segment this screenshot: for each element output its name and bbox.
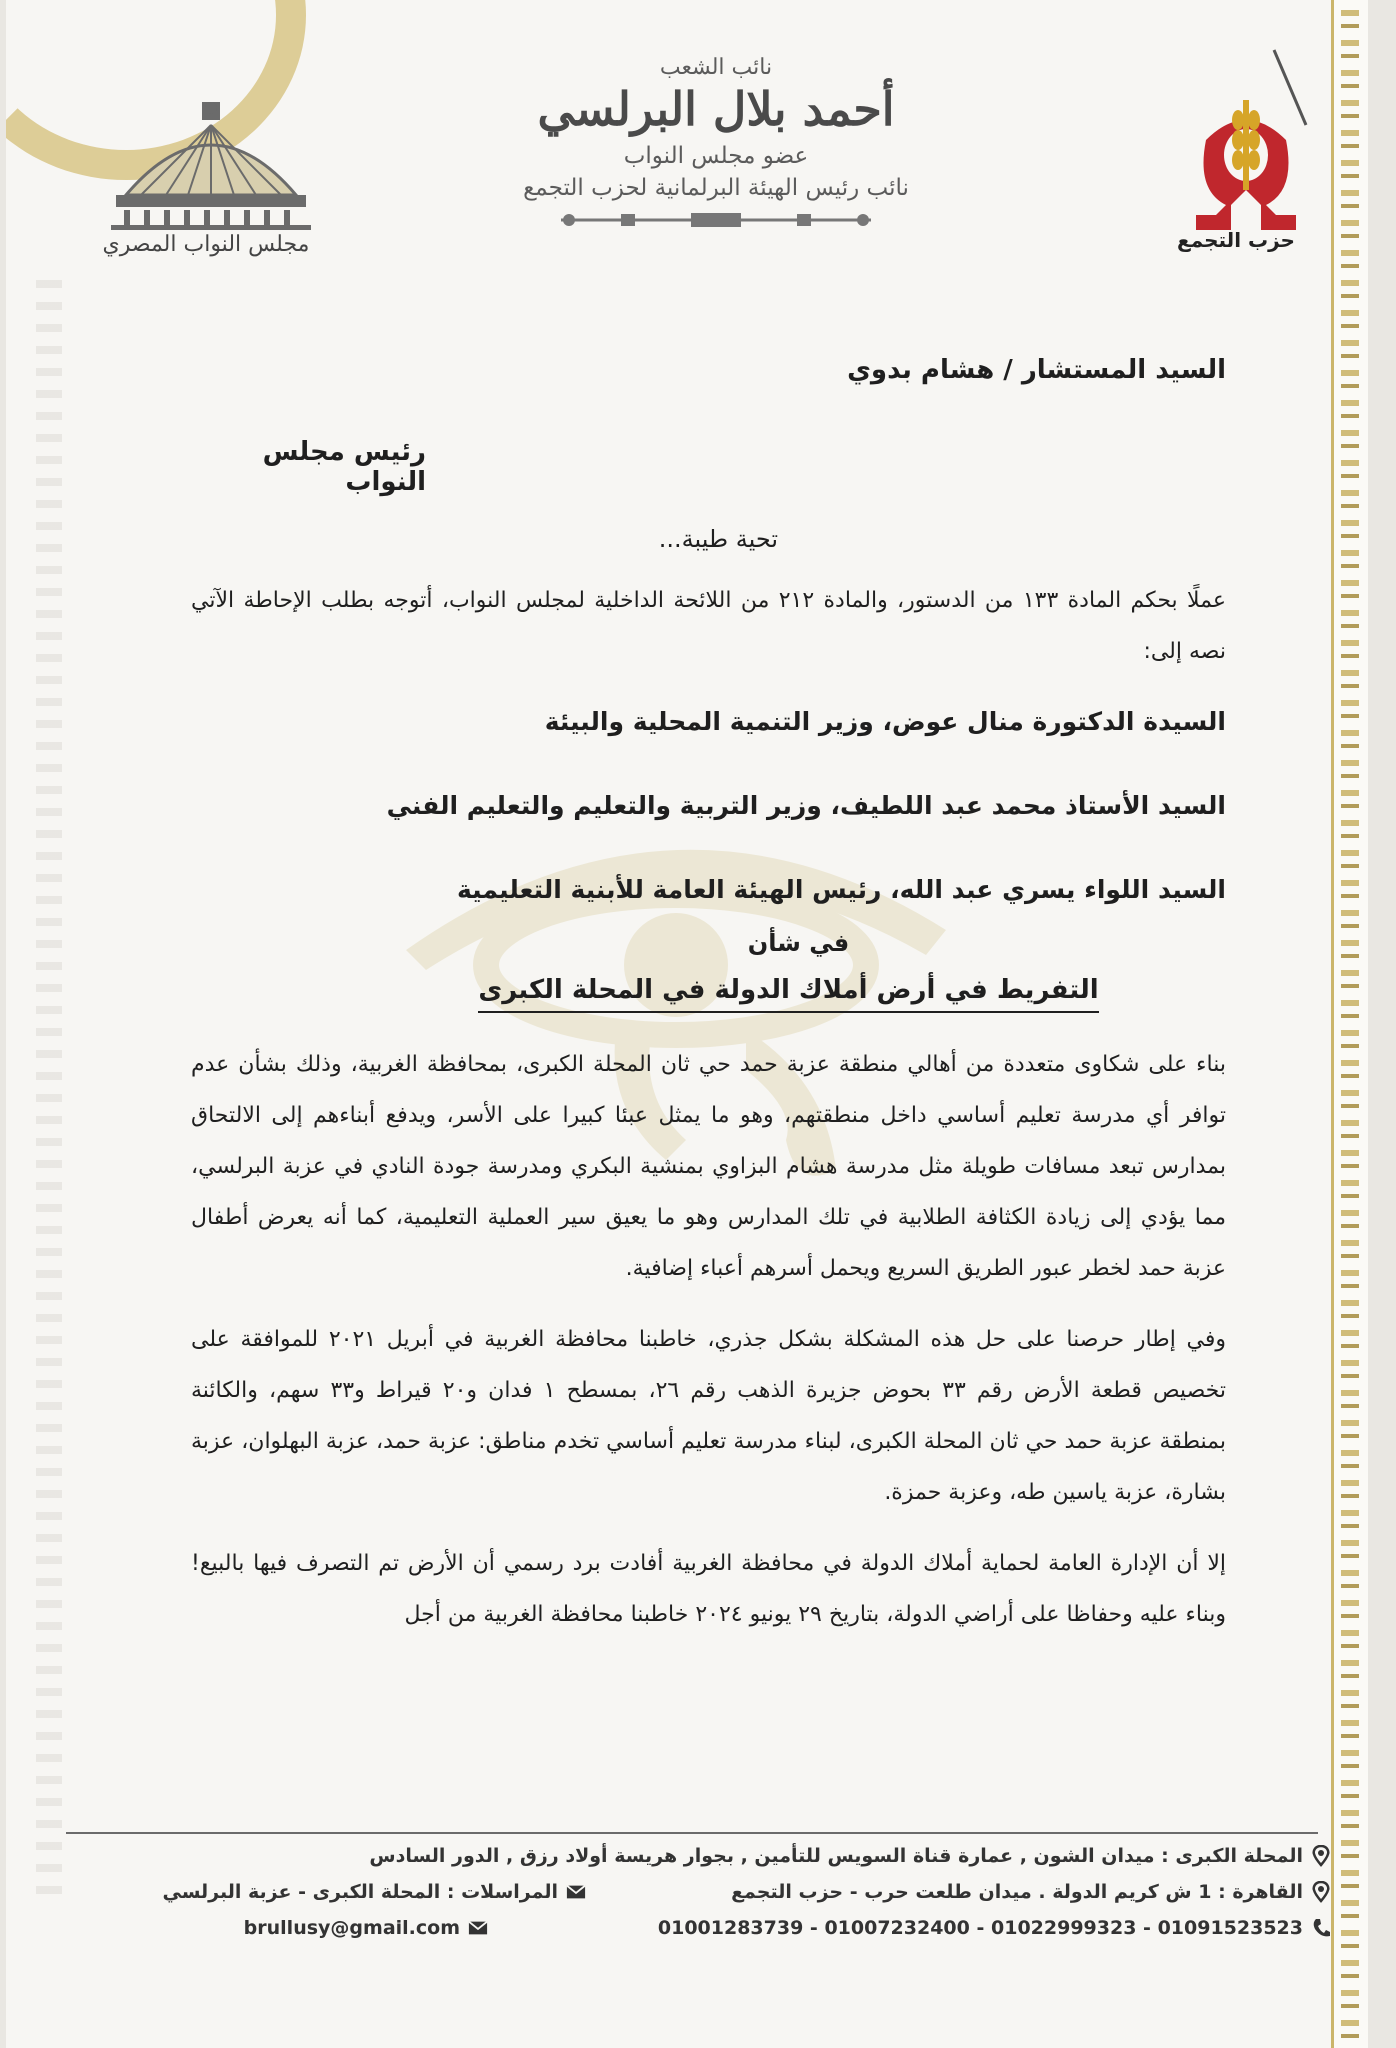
location-pin-icon	[1311, 1845, 1331, 1867]
email-text: brullusy@gmail.com	[243, 1917, 460, 1939]
address-mahalla-text: المحلة الكبرى : ميدان الشون , عمارة قناة السويس للتأمين , بجوار هريسة أولاد رزق , الدور السادس	[369, 1845, 1303, 1867]
footer-phones	[658, 1917, 1331, 1939]
mp-position: نائب رئيس الهيئة البرلمانية لحزب التجمع	[523, 175, 909, 202]
envelope-icon	[468, 1917, 488, 1939]
recipient-title: رئيس مجلس النواب	[262, 437, 426, 497]
location-pin-icon	[1311, 1881, 1331, 1903]
right-hieroglyph-border	[1331, 0, 1368, 2048]
minister-line: السيدة الدكتورة منال عوض، وزير التنمية المحلية والبيئة	[544, 707, 1226, 736]
parliament-dome-logo	[106, 100, 316, 230]
footer-correspondence	[162, 1881, 586, 1903]
regarding-label: في شأن	[747, 929, 850, 957]
envelope-icon	[566, 1881, 586, 1903]
subject-heading	[191, 975, 1226, 1005]
mp-header	[506, 55, 926, 233]
mp-title: نائب الشعب	[659, 55, 773, 80]
footer-divider	[66, 1832, 1318, 1834]
correspondence-text: المراسلات : المحلة الكبرى - عزبة البرلسي	[162, 1881, 558, 1903]
body-paragraph: وفي إطار حرصنا على حل هذه المشكلة بشكل جذري، خاطبنا محافظة الغربية في أبريل ٢٠٢١ للموافقة على تخصيص قطعة الأرض رقم ٣٣ بحوض جزيرة الذهب رقم ٢٦، بمسطح ١ فدان و٢٠ قيراط و٣٣ سهم، والكائنة بمنطقة عزبة حمد حي ثان المحلة الكبرى، لبناء مدرسة تعليم أساسي تخدم مناطق: عزبة حمد، عزبة البهلوان، عزبة بشارة، عزبة ياسين طه، وعزبة حمزة.	[191, 1327, 1226, 1505]
minister-line: السيد الأستاذ محمد عبد اللطيف، وزير التربية والتعليم والتعليم الفني	[386, 791, 1226, 820]
body-paragraph: بناء على شكاوى متعددة من أهالي منطقة عزبة حمد حي ثان المحلة الكبرى، بمحافظة الغربية، وذلك بشأن عدم توافر أي مدرسة تعليم أساسي داخل منطقتهم، وهو ما يمثل عبئا كبيرا على الأسر، ويدفع أبناءهم إلى الالتحاق بمدارس تبعد مسافات طويلة مثل مدرسة هشام البزاوي بمنشية البكري ومدرسة جودة النادي في عزبة البرلسي، مما يؤدي إلى زيادة الكثافة الطلابية في تلك المدارس وهو ما يعيق سير العملية التعليمية، كما أنه يعرض أطفال عزبة حمد لخطر عبور الطريق السريع ويحمل أسرهم أعباء إضافية.	[191, 1052, 1226, 1281]
party-logo-label: حزب التجمع	[1177, 228, 1295, 252]
intro-paragraph: عملًا بحكم المادة ١٣٣ من الدستور، والمادة ٢١٢ من اللائحة الداخلية لمجلس النواب، أتوجه بطلب الإحاطة الآتي نصه إلى:	[191, 588, 1226, 664]
mp-membership: عضو مجلس النواب	[623, 143, 809, 170]
party-logo	[1166, 40, 1326, 260]
phones-text: 01091523523 - 01022999323 - 01007232400 - 01001283739	[657, 1917, 1303, 1939]
footer-address-mahalla	[369, 1845, 1331, 1867]
mp-name: أحمد بلال البرلسي	[537, 82, 895, 136]
phone-icon	[1311, 1917, 1331, 1939]
footer-address-cairo	[731, 1881, 1331, 1903]
address-cairo-text: القاهرة : 1 ش كريم الدولة . ميدان طلعت حرب - حزب التجمع	[731, 1881, 1303, 1903]
letter-sheet	[6, 0, 1368, 2048]
recipient-line: السيد المستشار / هشام بدوي	[847, 355, 1226, 385]
left-hieroglyph-border	[36, 280, 62, 1900]
header-ornament	[561, 211, 871, 229]
letter-body	[191, 355, 1226, 1640]
subject-text: التفريط في أرض أملاك الدولة في المحلة الكبرى	[478, 975, 1098, 1013]
minister-line: السيد اللواء يسري عبد الله، رئيس الهيئة العامة للأبنية التعليمية	[457, 875, 1226, 904]
footer-email	[244, 1917, 488, 1939]
greeting: تحية طيبة...	[658, 525, 778, 553]
parliament-logo-label: مجلس النواب المصري	[102, 232, 310, 257]
body-paragraph: إلا أن الإدارة العامة لحماية أملاك الدولة في محافظة الغربية أفادت برد رسمي أن الأرض تم التصرف فيها بالبيع! وبناء عليه وحفاظا على أراضي الدولة، بتاريخ ٢٩ يونيو ٢٠٢٤ خاطبنا محافظة الغربية من أجل	[191, 1551, 1226, 1627]
